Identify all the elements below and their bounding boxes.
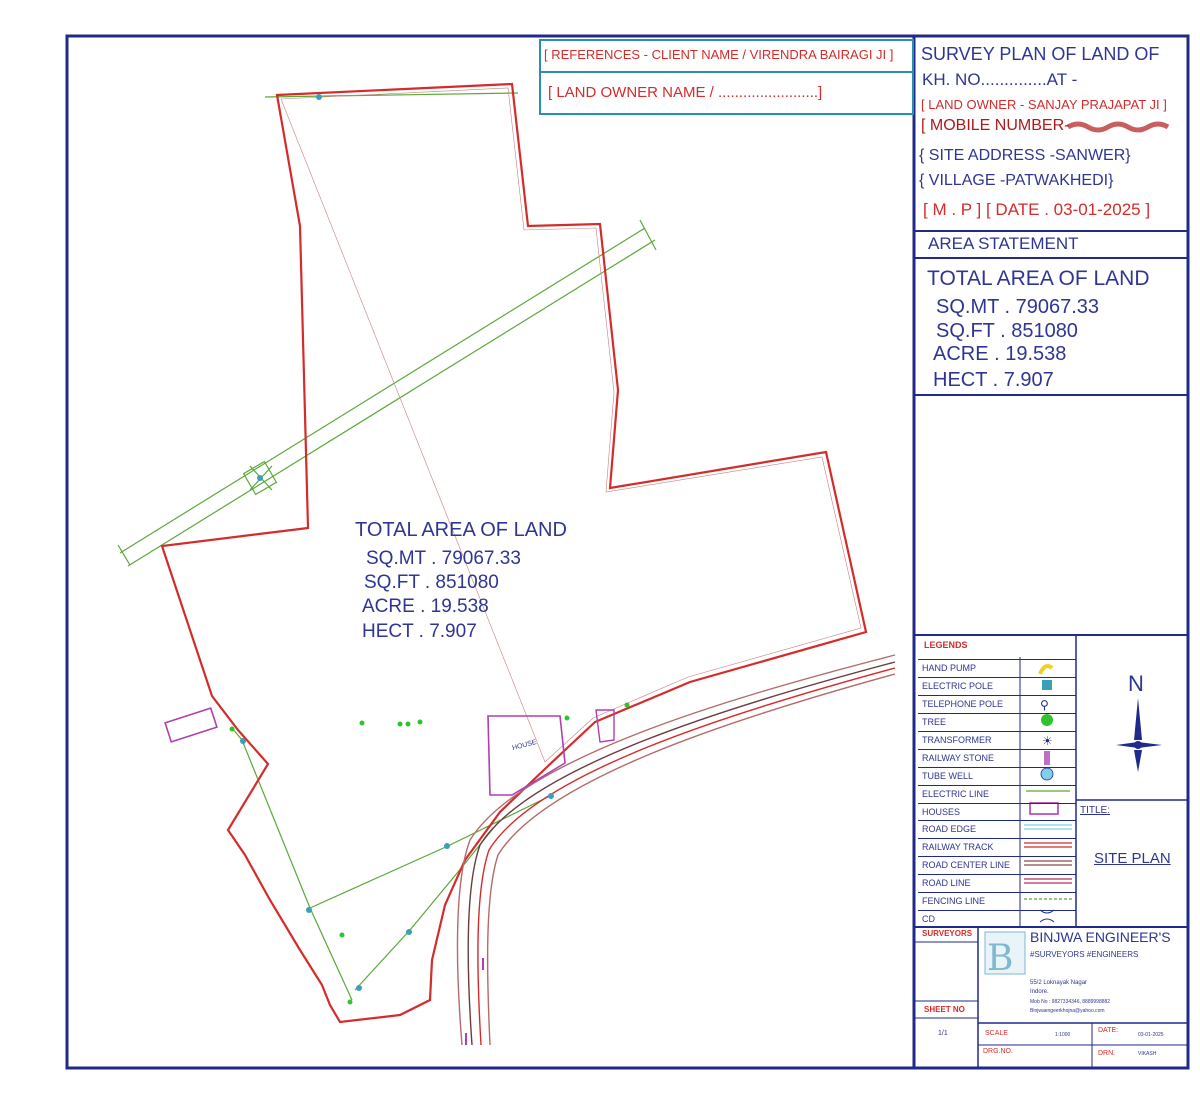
sheet-no: 1/1: [938, 1030, 948, 1037]
legend-label: TRANSFORMER: [922, 735, 992, 745]
legend-label: ROAD EDGE: [922, 824, 977, 834]
legend-label: RAILWAY TRACK: [922, 842, 994, 852]
legend-label: CD: [922, 914, 935, 924]
drn-label: DRN.: [1098, 1050, 1116, 1057]
area-sqmt: SQ.MT . 79067.33: [936, 296, 1100, 318]
legend-item-road-edge: [918, 820, 1076, 838]
area-hect: HECT . 7.907: [933, 369, 1054, 391]
legend-row-divider: [918, 910, 1076, 911]
plan-area-sqft: SQ.FT . 851080: [364, 572, 499, 593]
legend-item-electric-pole: [918, 677, 1076, 695]
date-label: DATE:: [1098, 1027, 1119, 1034]
legend-label: ROAD CENTER LINE: [922, 860, 1011, 870]
plan-area-acre: ACRE . 19.538: [362, 596, 489, 617]
legend-item-telephone-pole: [918, 695, 1076, 713]
company-email: Binjwaengeerkhojna@yahoo.com: [1030, 1008, 1105, 1014]
electric-poles: [240, 94, 554, 991]
land-owner-name: [ LAND OWNER NAME / ........................]: [548, 84, 823, 101]
legend-row-divider: [918, 820, 1076, 821]
legend-row-divider: [918, 838, 1076, 839]
legend-item-tube-well: [918, 767, 1076, 785]
plan-area-sqmt: SQ.MT . 79067.33: [366, 548, 521, 569]
legend-label: HOUSES: [922, 807, 961, 817]
legend-row-divider: [918, 659, 1076, 660]
site-plan-label: SITE PLAN: [1094, 850, 1171, 867]
legend-row-divider: [918, 731, 1076, 732]
title-label: TITLE:: [1080, 805, 1111, 816]
mobile-redaction: [1068, 124, 1168, 130]
village: { VILLAGE -PATWAKHEDI}: [919, 172, 1114, 189]
north-label: N: [1128, 671, 1144, 696]
legend-label: ROAD LINE: [922, 878, 971, 888]
company-mob: Mob No : 9827334346, 8889998882: [1030, 999, 1111, 1005]
legend-item-road-line: [918, 874, 1076, 892]
legend-row-divider: [918, 803, 1076, 804]
mobile-number: [ MOBILE NUMBER-: [921, 117, 1070, 134]
date-value: 03-01-2025: [1138, 1032, 1164, 1038]
legend-row-divider: [918, 749, 1076, 750]
legend-item-hand-pump: [918, 659, 1076, 677]
surveyors-label: SURVEYORS: [922, 929, 973, 938]
legend-label: HAND PUMP: [922, 663, 977, 673]
legend-row-divider: [918, 713, 1076, 714]
references-text: [ REFERENCES - CLIENT NAME / VIRENDRA BAIRAGI JI ]: [544, 47, 894, 62]
state-date: [ M . P ] [ DATE . 03-01-2025 ]: [923, 200, 1151, 219]
company-name: BINJWA ENGINEER'S: [1030, 929, 1171, 945]
house-left: [165, 708, 217, 742]
khasra-line: KH. NO..............AT -: [922, 70, 1078, 89]
company-address1: 55/2 Loknayak Nagar: [1030, 980, 1088, 986]
legend-item-road-center-line: [918, 856, 1076, 874]
company-tagline: #SURVEYORS #ENGINEERS: [1030, 950, 1139, 959]
north-arrow-icon: [1116, 698, 1162, 772]
legend-row-divider: [918, 892, 1076, 893]
legend-label: TUBE WELL: [922, 771, 974, 781]
legend-label: TELEPHONE POLE: [922, 699, 1004, 709]
svg-text:B: B: [987, 938, 1014, 979]
land-owner: [ LAND OWNER - SANJAY PRAJAPAT JI ]: [921, 97, 1167, 112]
legend-label: TREE: [922, 717, 947, 727]
legend-row-divider: [918, 695, 1076, 696]
area-statement-heading: AREA STATEMENT: [928, 234, 1079, 253]
legend-item-fencing-line: [918, 892, 1076, 910]
area-acre: ACRE . 19.538: [933, 343, 1067, 365]
legend-row-divider: [918, 767, 1076, 768]
legend-row-divider: [918, 677, 1076, 678]
legend-item-cd: [918, 910, 1076, 928]
drg-no-label: DRG.NO.: [983, 1048, 1013, 1055]
house-label: HOUSE: [511, 738, 538, 753]
area-statement-title: TOTAL AREA OF LAND: [927, 267, 1150, 290]
legend-label: ELECTRIC LINE: [922, 789, 990, 799]
electric-line-diagonal: [118, 220, 656, 566]
trees: [230, 703, 630, 1005]
legend-row-divider: [918, 856, 1076, 857]
scale-label: SCALE: [985, 1030, 1008, 1037]
legend-item-transformer: [918, 731, 1076, 749]
road-curve: [457, 655, 895, 1045]
legends-heading: LEGENDS: [924, 640, 968, 650]
site-address: { SITE ADDRESS -SANWER}: [919, 147, 1131, 164]
company-address2: Indore.: [1030, 989, 1049, 995]
telephone-pole-icon: ⚲: [1040, 698, 1049, 712]
legend-item-railway-track: [918, 838, 1076, 856]
transformer-icon: ☀: [1042, 734, 1053, 748]
legend-item-tree: [918, 713, 1076, 731]
legend-label: ELECTRIC POLE: [922, 681, 994, 691]
internal-electric-lines: [232, 728, 552, 1000]
sheet-no-label: SHEET NO: [924, 1005, 965, 1014]
legend-item-railway-stone: [918, 749, 1076, 767]
drn-value: VIKASH: [1138, 1051, 1157, 1057]
legend-row-divider: [918, 874, 1076, 875]
plan-area-hect: HECT . 7.907: [362, 621, 477, 642]
plan-title: SURVEY PLAN OF LAND OF: [921, 44, 1160, 64]
legend-row-divider: [918, 785, 1076, 786]
legend-label: RAILWAY STONE: [922, 753, 995, 763]
legend-item-house: [918, 803, 1076, 821]
company-logo-icon: [985, 932, 1025, 979]
legend-label: FENCING LINE: [922, 896, 986, 906]
plan-area-title: TOTAL AREA OF LAND: [355, 519, 567, 541]
scale-value: 1:1000: [1055, 1032, 1071, 1038]
legend-item-electric-line: [918, 785, 1076, 803]
area-sqft: SQ.FT . 851080: [936, 320, 1078, 342]
